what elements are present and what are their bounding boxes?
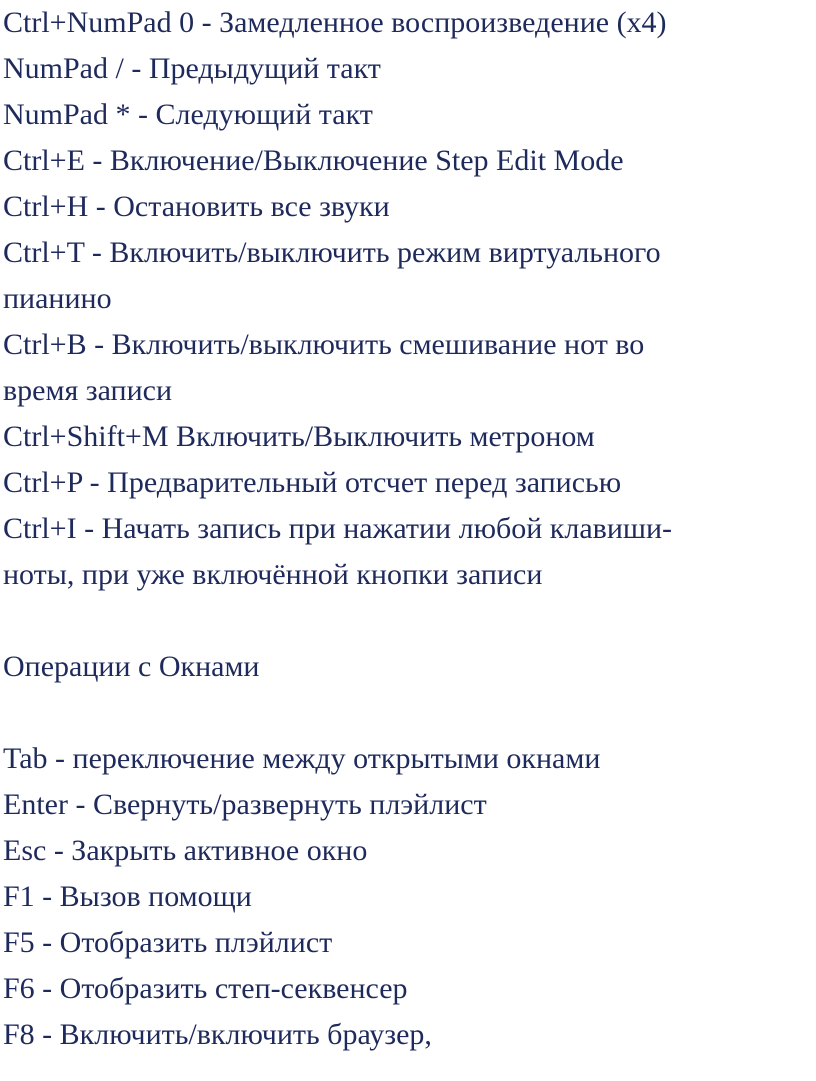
shortcut-line-continuation: время записи (3, 374, 173, 407)
shortcut-line: NumPad / - Предыдущий такт (3, 52, 381, 85)
section-heading: Операции с Окнами (3, 650, 260, 683)
shortcut-line: Ctrl+B - Включить/выключить смешивание нот во (3, 328, 645, 361)
shortcut-line: F5 - Отобразить плэйлист (3, 926, 333, 959)
shortcut-line: F8 - Включить/включить браузер, (3, 1018, 432, 1051)
shortcut-line: Esc - Закрыть активное окно (3, 834, 368, 867)
shortcut-line: Ctrl+Shift+M Включить/Выключить метроном (3, 420, 595, 453)
shortcut-line: Ctrl+P - Предварительный отсчет перед записью (3, 466, 622, 499)
shortcut-line: F6 - Отобразить степ-секвенсер (3, 972, 408, 1005)
shortcut-line: Ctrl+NumPad 0 - Замедленное воспроизведение (х4) (3, 6, 667, 39)
shortcut-line: Enter - Свернуть/развернуть плэйлист (3, 788, 487, 821)
shortcut-line: NumPad * - Следующий такт (3, 98, 373, 131)
shortcut-line-continuation: ноты, при уже включённой кнопки записи (3, 558, 543, 591)
shortcut-line: Tab - переключение между открытыми окнами (3, 742, 601, 775)
shortcut-line: Ctrl+E - Включение/Выключение Step Edit Mode (3, 144, 624, 177)
shortcut-line-continuation: пианино (3, 282, 112, 315)
shortcut-line: Ctrl+T - Включить/выключить режим виртуального (3, 236, 661, 269)
shortcut-line: F1 - Вызов помощи (3, 880, 252, 913)
shortcut-line: Ctrl+H - Остановить все звуки (3, 190, 390, 223)
shortcut-line: Ctrl+I - Начать запись при нажатии любой клавиши- (3, 512, 673, 545)
